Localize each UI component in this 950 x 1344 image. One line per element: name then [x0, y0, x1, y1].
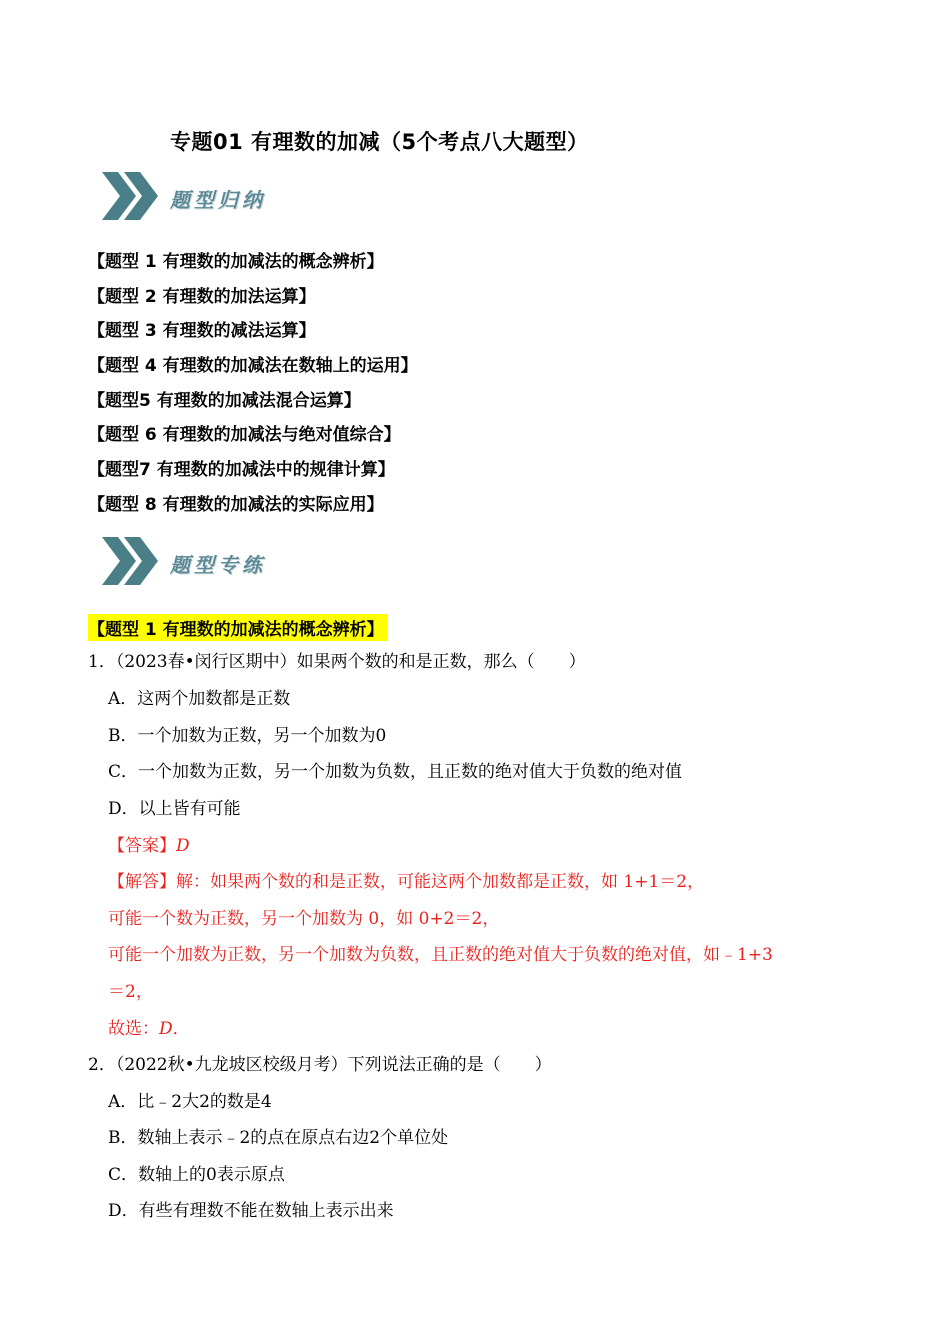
answer-value: D: [176, 836, 190, 856]
question-1-option-b: B．一个加数为正数，另一个加数为0: [108, 726, 387, 746]
question-1-answer: [108, 834, 190, 858]
topic-list-item: 【题型5 有理数的加减法混合运算】: [88, 390, 361, 411]
section-heading: 【题型 1 有理数的加减法的概念辨析】: [88, 614, 388, 641]
question-1-option-a: A．这两个加数都是正数: [108, 689, 291, 709]
answer-label: 【答案】: [108, 836, 176, 856]
topic-list: [88, 249, 788, 527]
question-1-solution-line-1: 【解答】解：如果两个数的和是正数，可能这两个加数都是正数，如 1+1＝2，: [108, 872, 705, 892]
topic-list-item: 【题型 1 有理数的加减法的概念辨析】: [88, 252, 384, 272]
question-2-option-b: B．数轴上表示﹣2的点在原点右边2个单位处: [108, 1128, 449, 1148]
topic-list-item: 【题型 4 有理数的加减法在数轴上的运用】: [88, 356, 418, 377]
question-1-solution-line-4: ＝2，: [108, 982, 153, 1002]
choice-prefix: 故选：: [108, 1019, 159, 1039]
question-1-stem: 1．（2023春•闵行区期中）如果两个数的和是正数，那么（ ）: [88, 652, 586, 672]
question-2-option-c: C．数轴上的0表示原点: [108, 1165, 285, 1185]
question-1-choice: [108, 1017, 190, 1041]
topic-list-item: 【题型 2 有理数的加法运算】: [88, 286, 316, 307]
question-2-option-d: D．有些有理数不能在数轴上表示出来: [108, 1201, 394, 1221]
practice-banner-label: 题型专练: [170, 553, 266, 577]
question-2-stem: 2．（2022秋•九龙坡区校级月考）下列说法正确的是（ ）: [88, 1055, 552, 1075]
question-2-option-a: A．比﹣2大2的数是4: [108, 1092, 272, 1112]
choice-value: D: [159, 1019, 173, 1039]
page-title: 专题01 有理数的加减（5个考点八大题型）: [170, 130, 589, 154]
choice-suffix: ．: [172, 1019, 190, 1039]
double-chevron-icon: [100, 535, 162, 587]
question-1-solution-line-3: 可能一个加数为正数，另一个加数为负数，且正数的绝对值大于负数的绝对值，如﹣1+3: [108, 945, 773, 965]
question-1-option-c: C．一个加数为正数，另一个加数为负数，且正数的绝对值大于负数的绝对值: [108, 762, 683, 782]
topic-list-item: 【题型7 有理数的加减法中的规律计算】: [88, 460, 395, 481]
topic-list-item: 【题型 6 有理数的加减法与绝对值综合】: [88, 425, 401, 446]
summary-banner-label: 题型归纳: [170, 188, 266, 212]
topic-list-item: 【题型 8 有理数的加减法的实际应用】: [88, 494, 384, 515]
summary-banner: [100, 170, 360, 226]
practice-banner: [100, 535, 360, 591]
question-1-option-d: D．以上皆有可能: [108, 799, 241, 819]
double-chevron-icon: [100, 170, 162, 222]
topic-list-item: 【题型 3 有理数的减法运算】: [88, 321, 316, 342]
question-1-solution-line-2: 可能一个数为正数，另一个加数为 0，如 0+2＝2，: [108, 909, 500, 929]
